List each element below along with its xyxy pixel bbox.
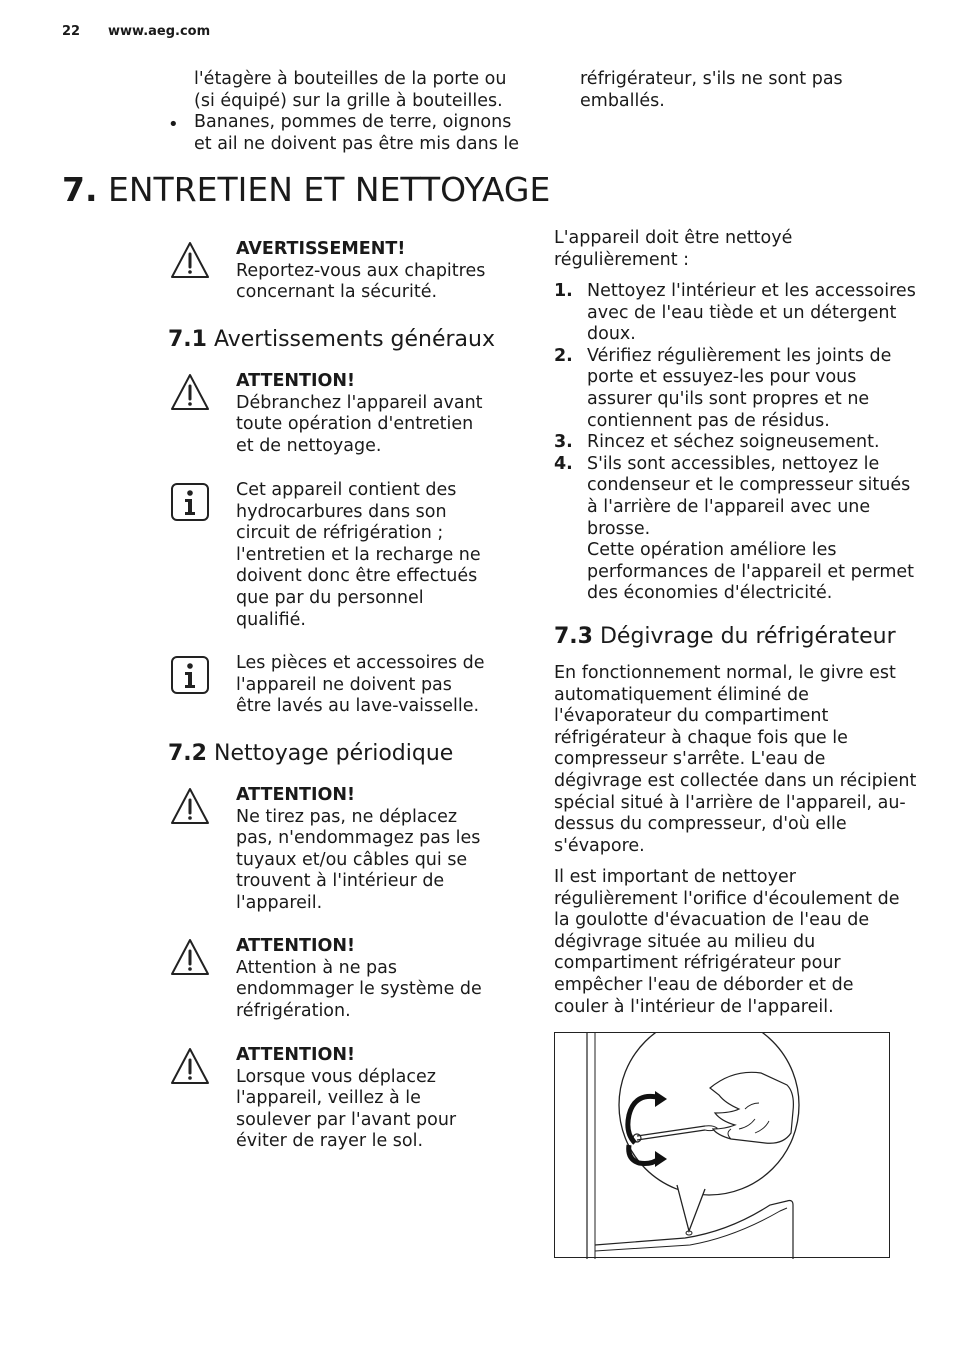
text-line: Les pièces et accessoires de [236, 653, 485, 673]
text-line: Nettoyez l'intérieur et les accessoires [587, 281, 916, 301]
cleaning-steps-list [554, 281, 914, 611]
defrost-drain-illustration [554, 1032, 890, 1258]
drain-cleaning-drawing [555, 1033, 891, 1259]
info-block-hydrocarbons [236, 480, 481, 631]
text-line: avec de l'eau tiède et un détergent [587, 302, 897, 323]
text-line: Reportez-vous aux chapitres [236, 260, 486, 281]
cleaning-intro [554, 228, 792, 271]
text-line: brosse. [587, 518, 651, 539]
text-line: emballés. [580, 90, 665, 111]
text-line: concernant la sécurité. [236, 282, 438, 303]
text-line: l'appareil. [236, 892, 323, 913]
attention-block-refrigeration [236, 936, 482, 1022]
info-icon [170, 482, 210, 522]
text-line: contiennent pas de résidus. [587, 410, 830, 431]
top-left-continuation [194, 69, 519, 155]
text-line: qualifié. [236, 609, 306, 630]
text-line: éviter de rayer le sol. [236, 1131, 424, 1152]
text-line: soulever par l'avant pour [236, 1109, 457, 1130]
subsection-number: 7.2 [168, 741, 207, 766]
text-line: L'appareil doit être nettoyé [554, 228, 793, 248]
text-line: l'appareil, veillez à le [236, 1088, 421, 1109]
text-line: compresseur s'arrête. L'eau de [554, 749, 826, 770]
warning-triangle-icon [170, 372, 210, 412]
subsection-heading: Dégivrage du réfrigérateur [599, 624, 896, 649]
text-line: et de nettoyage. [236, 435, 382, 456]
text-line: la goulotte d'évacuation de l'eau de [554, 910, 870, 931]
text-line: Attention à ne pas [236, 957, 397, 978]
text-line: trouvent à l'intérieur de [236, 871, 445, 892]
text-line: S'ils sont accessibles, nettoyez le [587, 453, 880, 474]
warning-block-main [236, 239, 485, 304]
text-line: dégivrage est collectée dans un récipient [554, 770, 917, 791]
section-number: 7. [62, 170, 98, 209]
text-line: empêcher l'eau de déborder et de [554, 974, 854, 995]
text-line: hydrocarbures dans son [236, 501, 447, 522]
info-block-dishwasher [236, 653, 485, 718]
website-url: www.aeg.com [108, 24, 211, 39]
text-line: Débranchez l'appareil avant [236, 392, 483, 413]
text-line: Lorsque vous déplacez [236, 1066, 436, 1087]
text-line: dessus du compresseur, d'où elle [554, 814, 847, 835]
top-right-continuation [580, 69, 843, 112]
text-line: à l'arrière de l'appareil avec une [587, 496, 871, 517]
attention-title: ATTENTION! [236, 936, 356, 956]
text-line: l'entretien et la recharge ne [236, 544, 481, 565]
text-line: que par du personnel [236, 587, 424, 608]
text-line: condenseur et le compresseur situés [587, 475, 911, 496]
text-line: réfrigération. [236, 1000, 351, 1021]
step-text [587, 281, 916, 346]
text-line: l'appareil ne doivent pas [236, 674, 452, 695]
bullet-point: • [168, 114, 179, 135]
defrost-paragraph-2 [554, 867, 900, 1018]
text-line: tuyaux et/ou câbles qui se [236, 849, 468, 870]
page-number: 22 [62, 24, 81, 39]
attention-block-moving [236, 1045, 456, 1153]
text-line: Cet appareil contient des [236, 480, 457, 500]
text-line: Bananes, pommes de terre, oignons [194, 112, 512, 133]
section-title [62, 168, 550, 212]
text-line: couler à l'intérieur de l'appareil. [554, 996, 834, 1017]
step-number: 1. [554, 281, 573, 301]
text-line: circuit de réfrigération ; [236, 523, 444, 544]
text-line: s'évapore. [554, 835, 645, 856]
subsection-number: 7.3 [554, 624, 593, 649]
text-line: toute opération d'entretien [236, 414, 474, 435]
subsection-number: 7.1 [168, 327, 207, 352]
text-line: doivent donc être effectués [236, 566, 478, 587]
text-line: Cette opération améliore les [587, 540, 837, 561]
attention-title: ATTENTION! [236, 371, 356, 391]
text-line: des économies d'électricité. [587, 583, 833, 604]
text-line: dégivrage située au milieu du [554, 931, 816, 952]
text-line: Vérifiez régulièrement les joints de [587, 345, 892, 366]
text-line: spécial situé à l'arrière de l'appareil, au- [554, 792, 906, 813]
text-line: automatiquement éliminé de [554, 684, 809, 705]
text-line: compartiment réfrigérateur pour [554, 953, 841, 974]
subsection-heading: Nettoyage périodique [213, 741, 454, 766]
subsection-title-7-3 [554, 623, 896, 651]
text-line: réfrigérateur à chaque fois que le [554, 727, 848, 748]
text-line: Rincez et séchez soigneusement. [587, 432, 880, 453]
text-line: réfrigérateur, s'ils ne sont pas [580, 69, 843, 89]
text-line: régulièrement : [554, 249, 690, 270]
section-heading: ENTRETIEN ET NETTOYAGE [108, 170, 551, 209]
step-text [587, 454, 914, 605]
text-line: Ne tirez pas, ne déplacez [236, 806, 458, 827]
text-line: et ail ne doivent pas être mis dans le [194, 133, 520, 154]
attention-block-cables [236, 785, 480, 915]
step-text [587, 432, 880, 454]
step-number: 4. [554, 453, 573, 474]
subsection-title-7-1 [168, 326, 495, 354]
subsection-title-7-2 [168, 740, 453, 768]
text-line: doux. [587, 324, 636, 345]
warning-title: AVERTISSEMENT! [236, 239, 406, 259]
subsection-heading: Avertissements généraux [213, 327, 495, 352]
text-line: pas, n'endommagez pas les [236, 828, 481, 849]
text-line: assurer qu'ils sont propres et ne [587, 388, 870, 409]
step-number: 3. [554, 432, 573, 453]
warning-triangle-icon [170, 1046, 210, 1086]
text-line: En fonctionnement normal, le givre est [554, 663, 896, 683]
defrost-paragraph-1 [554, 663, 916, 857]
text-line: (si équipé) sur la grille à bouteilles. [194, 90, 503, 111]
warning-triangle-icon [170, 786, 210, 826]
warning-triangle-icon [170, 937, 210, 977]
info-icon [170, 655, 210, 695]
text-line: régulièrement l'orifice d'écoulement de [554, 888, 900, 909]
step-text [587, 346, 891, 432]
text-line: porte et essuyez-les pour vous [587, 367, 857, 388]
text-line: être lavés au lave-vaisselle. [236, 696, 480, 717]
attention-title: ATTENTION! [236, 1045, 356, 1065]
text-line: l'évaporateur du compartiment [554, 706, 829, 727]
text-line: l'étagère à bouteilles de la porte ou [194, 69, 507, 89]
attention-block [236, 371, 483, 457]
step-number: 2. [554, 345, 573, 366]
text-line: endommager le système de [236, 979, 482, 1000]
attention-title: ATTENTION! [236, 785, 356, 805]
text-line: performances de l'appareil et permet [587, 561, 915, 582]
warning-triangle-icon [170, 240, 210, 280]
text-line: Il est important de nettoyer [554, 867, 796, 887]
